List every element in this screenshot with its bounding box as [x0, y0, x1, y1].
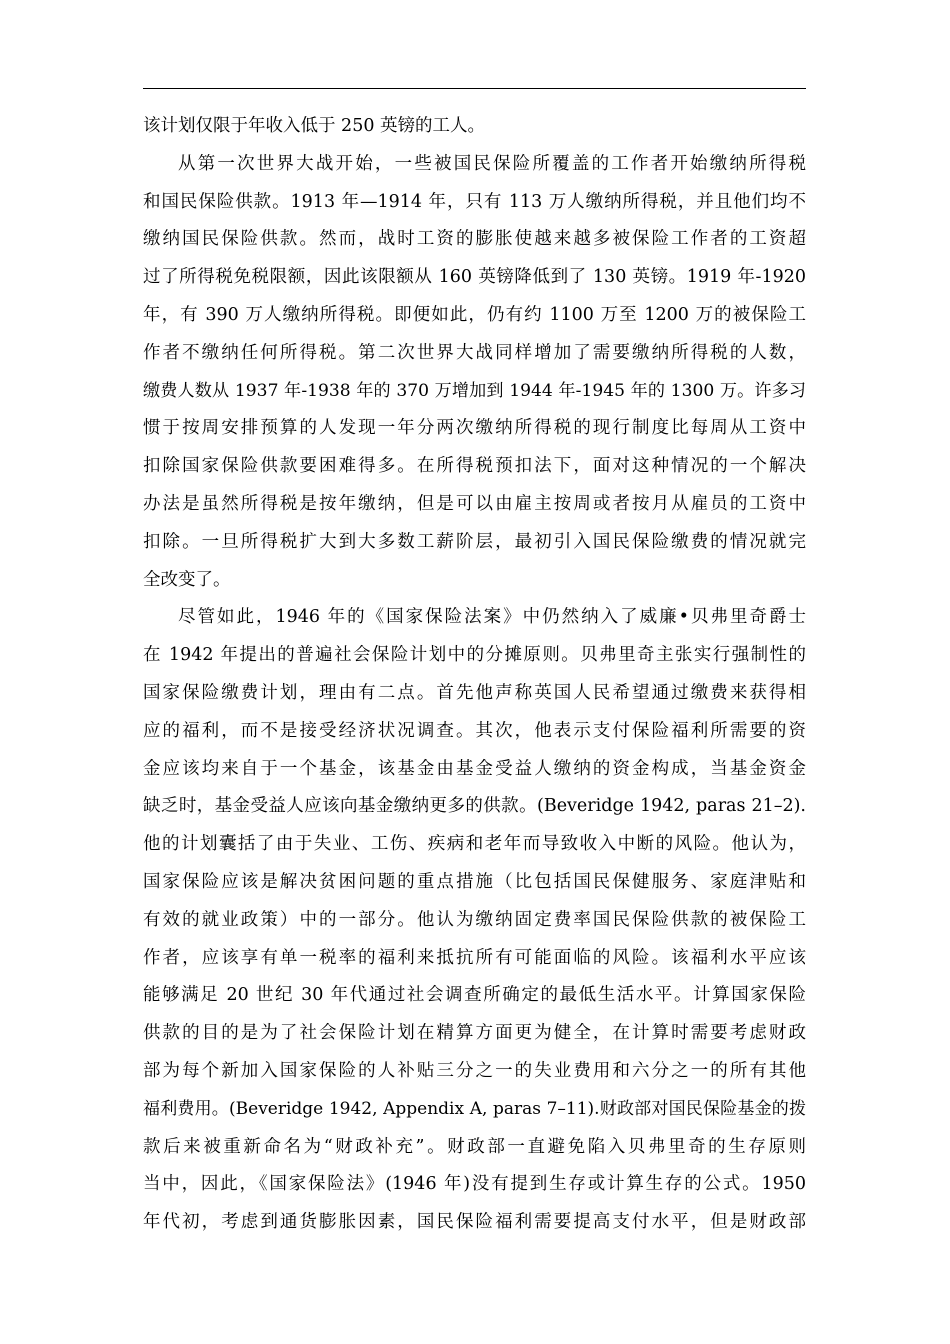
text-line: 作者不缴纳任何所得税。第二次世界大战同样增加了需要缴纳所得税的人数， [143, 342, 806, 363]
text-line: 缺乏时，基金受益人应该向基金缴纳更多的供款。(Beveridge 1942, paras 21–2). [143, 796, 806, 817]
text-line: 从第一次世界大战开始，一些被国民保险所覆盖的工作者开始缴纳所得税 [178, 153, 806, 174]
text-line: 款后来被重新命名为“财政补充”。财政部一直避免陷入贝弗里奇的生存原则 [143, 1136, 806, 1157]
text-line: 有效的就业政策）中的一部分。他认为缴纳固定费率国民保险供款的被保险工 [143, 909, 806, 930]
text-line: 惯于按周安排预算的人发现一年分两次缴纳所得税的现行制度比每周从工资中 [143, 418, 806, 439]
text-line: 扣除国家保险供款要困难得多。在所得税预扣法下，面对这种情况的一个解决 [143, 456, 806, 477]
text-line: 国家保险缴费计划，理由有二点。首先他声称英国人民希望通过缴费来获得相 [143, 682, 806, 703]
text-line: 当中，因此，《国家保险法》(1946 年)没有提到生存或计算生存的公式。1950 [143, 1174, 806, 1195]
body-text [143, 108, 806, 1242]
text-line: 在 1942 年提出的普遍社会保险计划中的分摊原则。贝弗里奇主张实行强制性的 [143, 645, 806, 666]
text-line: 金应该均来自于一个基金，该基金由基金受益人缴纳的资金构成，当基金资金 [143, 758, 806, 779]
text-line: 办法是虽然所得税是按年缴纳，但是可以由雇主按周或者按月从雇员的工资中 [143, 493, 806, 514]
text-line: 全改变了。 [143, 569, 231, 590]
text-line: 作者，应该享有单一税率的福利来抵抗所有可能面临的风险。该福利水平应该 [143, 947, 806, 968]
text-line: 供款的目的是为了社会保险计划在精算方面更为健全，在计算时需要考虑财政 [143, 1023, 806, 1044]
text-line: 尽管如此，1946 年的《国家保险法案》中仍然纳入了威廉•贝弗里奇爵士 [178, 607, 806, 628]
text-line: 和国民保险供款。1913 年—1914 年，只有 113 万人缴纳所得税，并且他们均不 [143, 191, 806, 212]
text-line: 年代初，考虑到通货膨胀因素，国民保险福利需要提高支付水平，但是财政部 [143, 1212, 806, 1233]
text-line: 缴费人数从 1937 年-1938 年的 370 万增加到 1944 年-1945 年的 1300 万。许多习 [143, 380, 806, 401]
text-line: 该计划仅限于年收入低于 250 英镑的工人。 [143, 116, 486, 136]
text-line: 缴纳国民保险供款。然而，战时工资的膨胀使越来越多被保险工作者的工资超 [143, 229, 806, 250]
text-line: 应的福利，而不是接受经济状况调查。其次，他表示支付保险福利所需要的资 [143, 720, 806, 741]
text-line: 国家保险应该是解决贫困问题的重点措施（比包括国民保健服务、家庭津贴和 [143, 871, 806, 892]
text-line: 部为每个新加入国家保险的人补贴三分之一的失业费用和六分之一的所有其他 [143, 1060, 806, 1081]
text-line: 年，有 390 万人缴纳所得税。即便如此，仍有约 1100 万至 1200 万的被保险工 [143, 304, 806, 325]
text-line: 能够满足 20 世纪 30 年代通过社会调查所确定的最低生活水平。计算国家保险 [143, 985, 806, 1006]
text-line: 福利费用。(Beveridge 1942, Appendix A, paras 7–11).财政部对国民保险基金的拨 [143, 1098, 806, 1119]
text-line: 扣除。一旦所得税扩大到大多数工薪阶层，最初引入国民保险缴费的情况就完 [143, 531, 806, 552]
text-line: 过了所得税免税限额，因此该限额从 160 英镑降低到了 130 英镑。1919 年-1920 [143, 267, 806, 288]
header-rule [143, 88, 806, 89]
text-line: 他的计划囊括了由于失业、工伤、疾病和老年而导致收入中断的风险。他认为， [143, 834, 806, 855]
